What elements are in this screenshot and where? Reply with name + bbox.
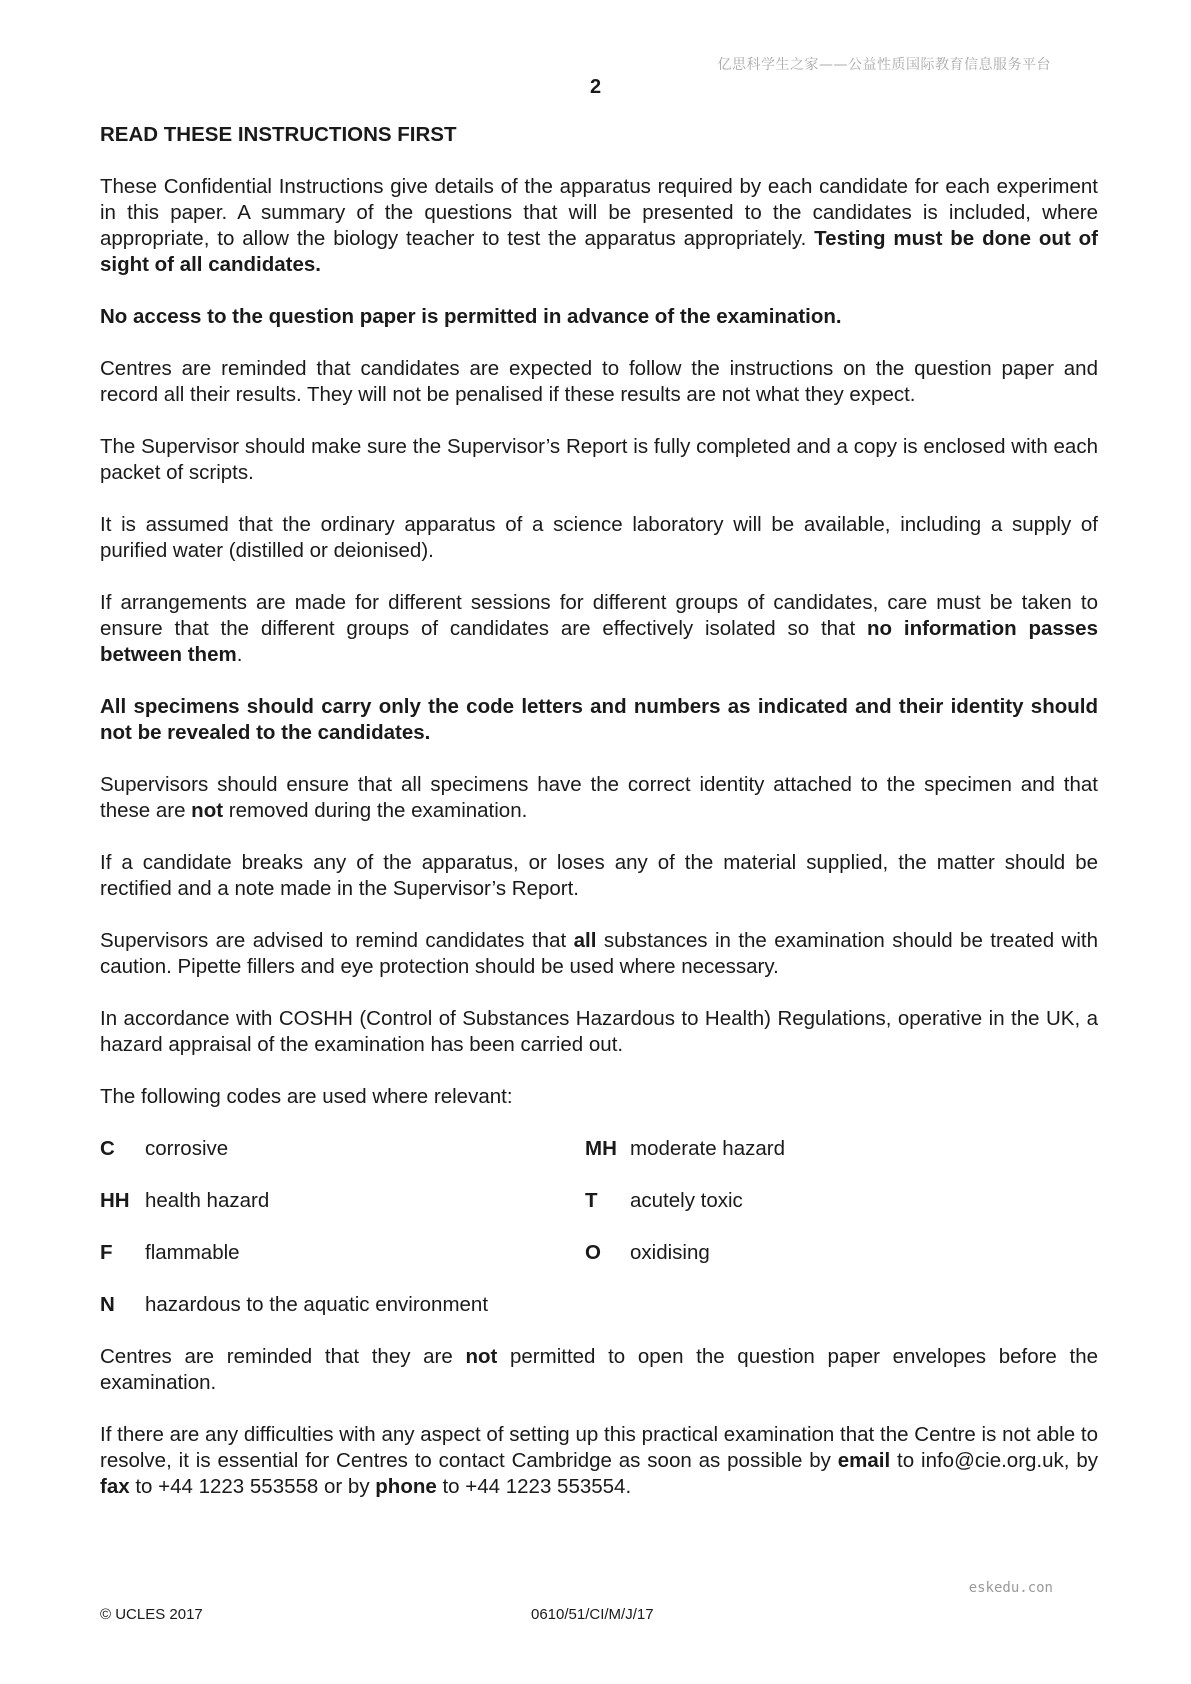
page-number: 2 [589,76,602,98]
paragraph-results: Centres are reminded that candidates are expected to follow the instructions on the question paper and record all their results. They will not be penalised if these results are not what they expect. [100,357,1098,406]
paragraph-text: to +44 1223 553558 or by [129,1475,376,1498]
hazard-code-item [100,1292,1000,1318]
hazard-code-item [585,1188,1070,1214]
hazard-code-row [100,1136,1098,1162]
page-heading: READ THESE INSTRUCTIONS FIRST [100,123,457,146]
paragraph-text: substances in the examination should be treated with caution. Pipette fillers and eye protection should be used where necessary. [100,929,1098,978]
emphasis-text: phone [375,1475,437,1498]
emphasis-text: no information passes between them [100,617,1098,666]
paragraph-codes-intro: The following codes are used where relevant: [100,1085,513,1108]
paper-reference: 0610/51/CI/M/J/17 [531,1606,654,1623]
emphasis-text: not [465,1345,498,1368]
hazard-code: T [585,1189,598,1212]
paragraph-text: Supervisors are advised to remind candidates that [100,929,574,952]
paragraph-coshh: In accordance with COSHH (Control of Substances Hazardous to Health) Regulations, operative in the UK, a hazard appraisal of the examination has been carried out. [100,1007,1098,1056]
paragraph-text: removed during the examination. [223,799,528,822]
hazard-code: HH [100,1189,130,1212]
hazard-code-item [100,1188,585,1214]
copyright-text: © UCLES 2017 [100,1606,203,1623]
hazard-meaning: corrosive [145,1137,229,1160]
emphasis-text: not [191,799,224,822]
emphasis-text: all [573,929,597,952]
hazard-meaning: health hazard [145,1189,270,1212]
hazard-code-row [100,1240,1098,1266]
hazard-code: N [100,1293,115,1316]
hazard-code-item [100,1240,585,1266]
paragraph-apparatus: It is assumed that the ordinary apparatus of a science laboratory will be available, including a supply of purified water (distilled or deionised). [100,513,1098,562]
paragraph-intro [100,174,1098,278]
hazard-meaning: moderate hazard [630,1137,785,1160]
hazard-codes-list [100,1136,1098,1318]
paragraph-breakage: If a candidate breaks any of the apparatus, or loses any of the material supplied, the matter should be rectified and a note made in the Supervisor’s Report. [100,851,1098,900]
paragraph-text: Supervisors should ensure that all specimens have the correct identity attached to the specimen and that these are [100,773,1098,822]
hazard-code: F [100,1241,113,1264]
hazard-meaning: acutely toxic [630,1189,743,1212]
paragraph-text: If there are any difficulties with any aspect of setting up this practical examination that the Centre is not able to resolve, it is essential for Centres to contact Cambridge as soon as possible by [100,1423,1098,1472]
paragraph-specimen-identity [100,772,1098,824]
hazard-code-row [100,1188,1098,1214]
paragraph-text: These Confidential Instructions give details of the apparatus required by each candidate for each experiment in this paper. A summary of the questions that will be presented to the candidates is included, where appropriate, to allow the biology teacher to test the apparatus appropriately. [100,175,1098,250]
emphasis-text: Testing must be done out of sight of all candidates. [100,227,1098,276]
paragraph-caution [100,928,1098,980]
hazard-meaning: oxidising [630,1241,710,1264]
hazard-code-item [585,1240,1070,1266]
hazard-meaning: hazardous to the aquatic environment [145,1293,489,1316]
paragraph-text: to +44 1223 553554. [436,1475,632,1498]
paragraph-specimens: All specimens should carry only the code letters and numbers as indicated and their identity should not be revealed to the candidates. [100,695,1098,744]
hazard-code-row [100,1292,1098,1318]
hazard-meaning: flammable [145,1241,240,1264]
paragraph-contact [100,1422,1098,1500]
paragraph-no-access: No access to the question paper is permitted in advance of the examination. [100,305,842,328]
paragraph-text: permitted to open the question paper envelopes before the examination. [100,1345,1099,1394]
paragraph-envelopes [100,1344,1098,1396]
paragraph-text: Centres are reminded that they are [100,1345,466,1368]
paragraph-supervisor-report: The Supervisor should make sure the Supervisor’s Report is fully completed and a copy is enclosed with each packet of scripts. [100,435,1098,484]
paragraph-text: . [236,643,243,666]
emphasis-text: fax [100,1475,130,1498]
hazard-code-item [100,1136,585,1162]
paragraph-sessions [100,590,1098,668]
emphasis-text: email [837,1449,891,1472]
hazard-code: O [585,1241,601,1264]
paragraph-text: to info@cie.org.uk, by [890,1449,1098,1472]
watermark-text: 亿思科学生之家——公益性质国际教育信息服务平台 [717,57,1051,73]
footer-watermark: eskedu.con [968,1580,1053,1596]
paragraph-text: If arrangements are made for different sessions for different groups of candidates, care must be taken to ensure that the different groups of candidates are effectively isolated so that [100,591,1098,640]
document-body [100,122,1098,1526]
hazard-code: MH [585,1137,617,1160]
hazard-code-item [585,1136,1070,1162]
hazard-code: C [100,1137,115,1160]
